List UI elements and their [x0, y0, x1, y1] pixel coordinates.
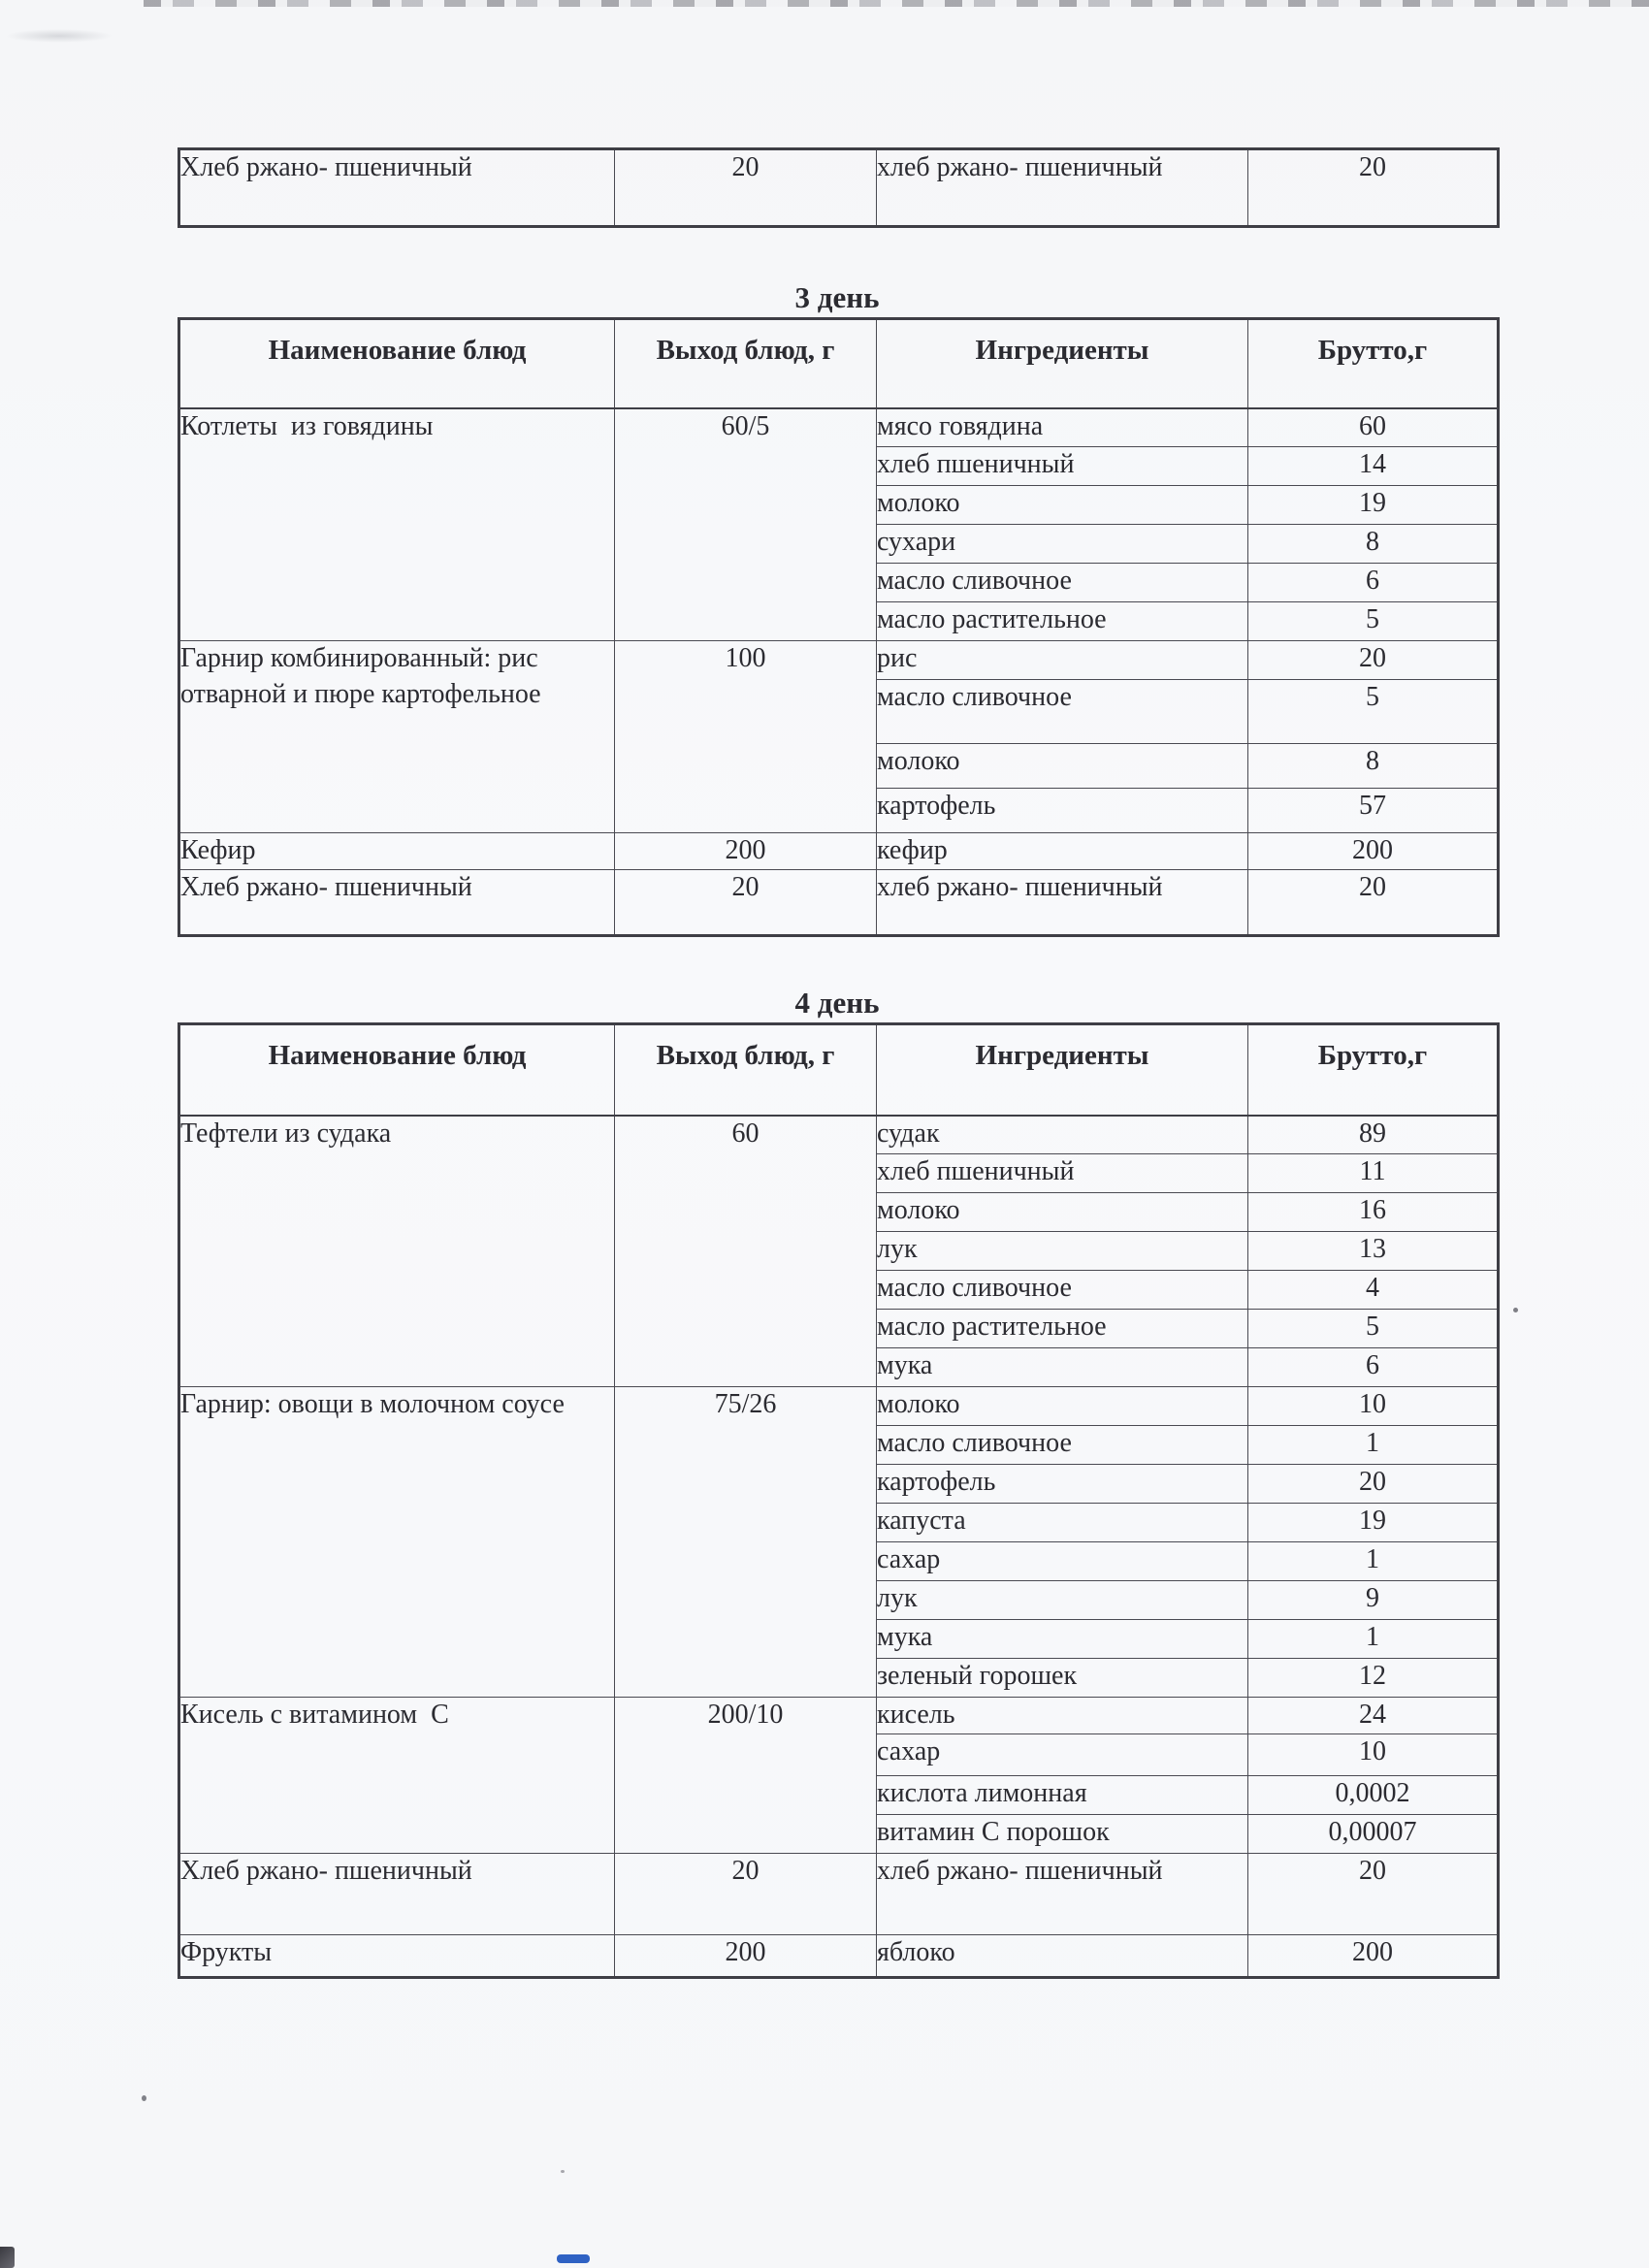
ingredient-brutto-cell: 10: [1248, 1387, 1499, 1426]
ingredient-name-cell: судак: [877, 1116, 1248, 1154]
ingredient-brutto-cell: 89: [1248, 1116, 1499, 1154]
ingredient-brutto-cell: 20: [1248, 641, 1499, 680]
ingredient-name-cell: кисель: [877, 1698, 1248, 1734]
ingredient-name-cell: молоко: [877, 1193, 1248, 1232]
column-header-output: Выход блюд, г: [615, 319, 877, 408]
ingredient-brutto-cell: 6: [1248, 1348, 1499, 1387]
ingredient-name-cell: мука: [877, 1348, 1248, 1387]
dish-output-cell: 20: [615, 1853, 877, 1934]
ingredient-brutto-cell: 5: [1248, 602, 1499, 641]
table-row: [179, 870, 1499, 936]
dish-name-cell: Гарнир комбинированный: рис отварной и пюре картофельное: [179, 641, 615, 833]
ingredient-brutto-cell: 20: [1248, 870, 1499, 936]
ingredient-name-cell: яблоко: [877, 1934, 1248, 1977]
ingredient-name-cell: масло сливочное: [877, 1271, 1248, 1310]
ingredient-brutto-cell: 14: [1248, 447, 1499, 486]
ingredient-brutto-cell: 0,00007: [1248, 1814, 1499, 1853]
dish-output-cell: 60/5: [615, 408, 877, 641]
carryover-section: [178, 147, 1497, 228]
dish-output-cell: 100: [615, 641, 877, 833]
ingredient-brutto-cell: 1: [1248, 1542, 1499, 1581]
table-row: [179, 641, 1499, 680]
ingredient-brutto-cell: 0,0002: [1248, 1775, 1499, 1814]
scan-smudge: [6, 29, 113, 43]
column-header-brutto: Брутто,г: [1248, 1024, 1499, 1116]
dish-output-cell: 60: [615, 1116, 877, 1387]
ingredient-brutto-cell: 16: [1248, 1193, 1499, 1232]
ingredient-name-cell: хлеб ржано- пшеничный: [877, 1853, 1248, 1934]
ingredient-brutto-cell: 6: [1248, 564, 1499, 602]
dish-name-cell: Фрукты: [179, 1934, 615, 1977]
ingredient-brutto-cell: 200: [1248, 833, 1499, 870]
carryover-table: [178, 147, 1500, 228]
day4-title: 4 день: [794, 986, 880, 1020]
ingredient-brutto-cell: 11: [1248, 1154, 1499, 1193]
dish-name-cell: Кисель с витамином С: [179, 1698, 615, 1854]
dish-name-cell: Гарнир: овощи в молочном соусе: [179, 1387, 615, 1698]
ingredient-brutto-cell: 12: [1248, 1659, 1499, 1698]
column-header-brutto: Брутто,г: [1248, 319, 1499, 408]
dish-name-cell: Хлеб ржано- пшеничный: [179, 149, 615, 227]
ingredient-name-cell: рис: [877, 641, 1248, 680]
ingredient-brutto-cell: 4: [1248, 1271, 1499, 1310]
ingredient-brutto-cell: 57: [1248, 789, 1499, 833]
dish-output-cell: 75/26: [615, 1387, 877, 1698]
ingredient-name-cell: молоко: [877, 486, 1248, 525]
column-header-output: Выход блюд, г: [615, 1024, 877, 1116]
ingredient-brutto-cell: 20: [1248, 1465, 1499, 1504]
day3-menu-table: [178, 317, 1500, 937]
ingredient-brutto-cell: 5: [1248, 1310, 1499, 1348]
ingredient-name-cell: лук: [877, 1581, 1248, 1620]
dish-name-cell: Котлеты из говядины: [179, 408, 615, 641]
day3-title: 3 день: [794, 280, 880, 314]
ingredient-name-cell: кислота лимонная: [877, 1775, 1248, 1814]
ingredient-brutto-cell: 24: [1248, 1698, 1499, 1734]
table-row: [179, 1698, 1499, 1734]
dish-output-cell: 20: [615, 870, 877, 936]
day4-section: [178, 986, 1497, 1979]
ingredient-brutto-cell: 9: [1248, 1581, 1499, 1620]
table-row: [179, 833, 1499, 870]
ingredient-name-cell: картофель: [877, 789, 1248, 833]
ingredient-name-cell: капуста: [877, 1504, 1248, 1542]
ingredient-brutto-cell: 5: [1248, 680, 1499, 744]
ingredient-brutto-cell: 19: [1248, 486, 1499, 525]
scan-speck: [561, 2170, 565, 2173]
column-header-dish: Наименование блюд: [179, 1024, 615, 1116]
ingredient-name-cell: зеленый горошек: [877, 1659, 1248, 1698]
scan-blue-mark: [557, 2254, 590, 2263]
ingredient-brutto-cell: 10: [1248, 1733, 1499, 1775]
table-row: [179, 1934, 1499, 1977]
table-row: [179, 1116, 1499, 1154]
column-header-dish: Наименование блюд: [179, 319, 615, 408]
table-row: [179, 1387, 1499, 1426]
ingredient-name-cell: сахар: [877, 1542, 1248, 1581]
page-content: [178, 0, 1497, 1979]
ingredient-brutto-cell: 20: [1248, 1853, 1499, 1934]
ingredient-name-cell: хлеб ржано- пшеничный: [877, 149, 1248, 227]
column-header-ingredients: Ингредиенты: [877, 1024, 1248, 1116]
ingredient-brutto-cell: 20: [1248, 149, 1499, 227]
table-row: [179, 149, 1499, 227]
ingredient-name-cell: сахар: [877, 1733, 1248, 1775]
day4-menu-table: [178, 1022, 1500, 1979]
scan-corner-artifact: [0, 2247, 15, 2268]
ingredient-name-cell: масло растительное: [877, 602, 1248, 641]
ingredient-name-cell: молоко: [877, 1387, 1248, 1426]
dish-name-cell: Кефир: [179, 833, 615, 870]
ingredient-brutto-cell: 13: [1248, 1232, 1499, 1271]
ingredient-name-cell: хлеб пшеничный: [877, 447, 1248, 486]
ingredient-brutto-cell: 19: [1248, 1504, 1499, 1542]
ingredient-brutto-cell: 1: [1248, 1426, 1499, 1465]
ingredient-brutto-cell: 60: [1248, 408, 1499, 447]
day3-section: [178, 280, 1497, 937]
ingredient-name-cell: мука: [877, 1620, 1248, 1659]
ingredient-name-cell: масло сливочное: [877, 564, 1248, 602]
table-row: [179, 408, 1499, 447]
dish-output-cell: 20: [615, 149, 877, 227]
dish-name-cell: Хлеб ржано- пшеничный: [179, 1853, 615, 1934]
scan-speck: [142, 2095, 146, 2101]
ingredient-name-cell: мясо говядина: [877, 408, 1248, 447]
ingredient-name-cell: картофель: [877, 1465, 1248, 1504]
ingredient-brutto-cell: 8: [1248, 525, 1499, 564]
ingredient-brutto-cell: 200: [1248, 1934, 1499, 1977]
dish-output-cell: 200/10: [615, 1698, 877, 1854]
ingredient-name-cell: молоко: [877, 744, 1248, 789]
ingredient-name-cell: масло сливочное: [877, 680, 1248, 744]
ingredient-name-cell: лук: [877, 1232, 1248, 1271]
ingredient-name-cell: кефир: [877, 833, 1248, 870]
scan-speck: [1513, 1308, 1518, 1312]
column-header-ingredients: Ингредиенты: [877, 319, 1248, 408]
ingredient-name-cell: витамин С порошок: [877, 1814, 1248, 1853]
dish-output-cell: 200: [615, 833, 877, 870]
ingredient-name-cell: масло сливочное: [877, 1426, 1248, 1465]
dish-name-cell: Хлеб ржано- пшеничный: [179, 870, 615, 936]
ingredient-name-cell: сухари: [877, 525, 1248, 564]
table-row: [179, 1853, 1499, 1934]
ingredient-name-cell: хлеб пшеничный: [877, 1154, 1248, 1193]
ingredient-brutto-cell: 8: [1248, 744, 1499, 789]
dish-output-cell: 200: [615, 1934, 877, 1977]
dish-name-cell: Тефтели из судака: [179, 1116, 615, 1387]
ingredient-brutto-cell: 1: [1248, 1620, 1499, 1659]
ingredient-name-cell: масло растительное: [877, 1310, 1248, 1348]
ingredient-name-cell: хлеб ржано- пшеничный: [877, 870, 1248, 936]
